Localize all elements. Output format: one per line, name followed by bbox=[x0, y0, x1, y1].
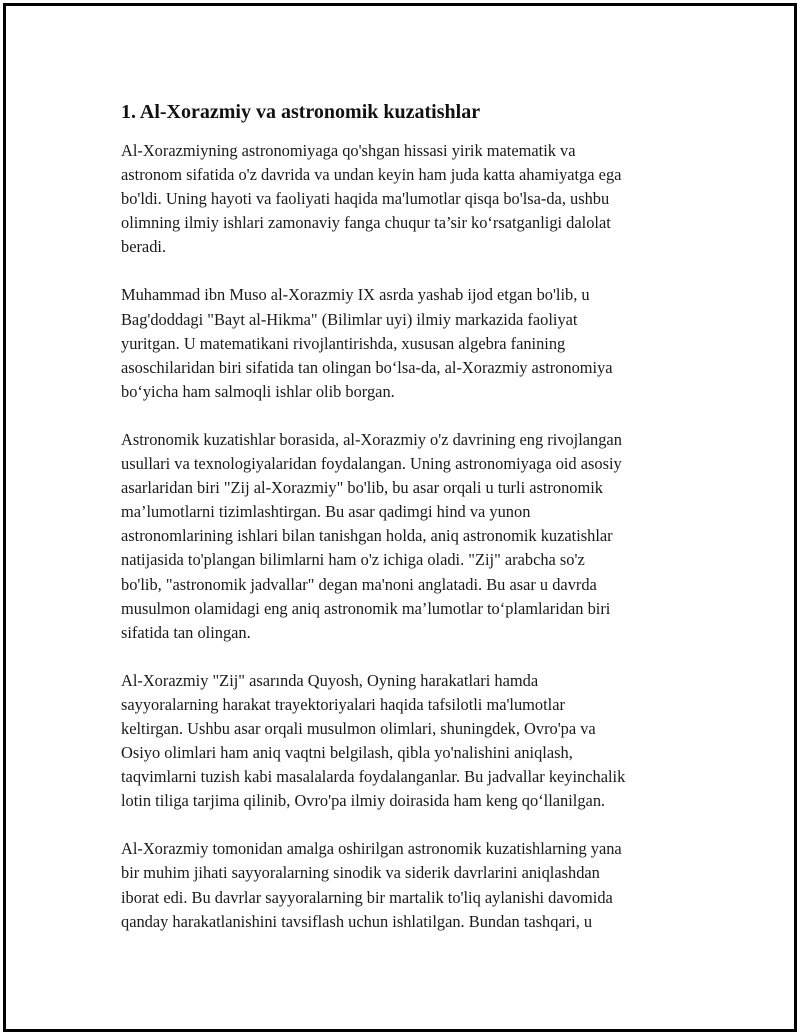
paragraph-line: olimning ilmiy ishlari zamonaviy fanga chuqur ta’sir ko‘rsatganligi dalolat bbox=[121, 213, 611, 233]
paragraph-line: Astronomik kuzatishlar borasida, al-Xorazmiy o'z davrining eng rivojlangan bbox=[121, 429, 622, 449]
paragraph bbox=[121, 283, 691, 403]
paragraph-line: taqvimlarni tuzish kabi masalalarda foydalanganlar. Bu jadvallar keyinchalik bbox=[121, 767, 626, 787]
paragraph-line: astronomlarining ishlari bilan tanishgan holda, aniq astronomik kuzatishlar bbox=[121, 526, 613, 546]
paragraph-line: ma’lumotlarni tizimlashtirgan. Bu asar qadimgi hind va yunon bbox=[121, 502, 531, 522]
paragraph-line: asarlaridan biri "Zij al-Xorazmiy" bo'lib, bu asar orqali u turli astronomik bbox=[121, 478, 603, 498]
document-body bbox=[121, 99, 691, 958]
paragraph-line: keltirgan. Ushbu asar orqali musulmon olimlari, shuningdek, Ovro'pa va bbox=[121, 718, 596, 738]
paragraph-line: astronom sifatida o'z davrida va undan keyin ham juda katta ahamiyatga ega bbox=[121, 165, 622, 185]
paragraph-list bbox=[121, 139, 691, 934]
paragraph-line: sifatida tan olingan. bbox=[121, 622, 251, 642]
paragraph-line: musulmon olamidagi eng aniq astronomik ma’lumotlar to‘plamlaridan biri bbox=[121, 598, 611, 618]
paragraph-line: natijasida to'plangan bilimlarni ham o'z ichiga oladi. "Zij" arabcha so'z bbox=[121, 550, 585, 570]
paragraph-line: usullari va texnologiyalaridan foydalangan. Uning astronomiyaga oid asosiy bbox=[121, 454, 622, 474]
paragraph-line: yuritgan. U matematikani rivojlantirishda, xususan algebra fanining bbox=[121, 333, 566, 353]
paragraph bbox=[121, 428, 691, 645]
paragraph bbox=[121, 139, 691, 259]
section-heading: 1. Al-Xorazmiy va astronomik kuzatishlar bbox=[121, 101, 481, 123]
paragraph-line: Al-Xorazmiy tomonidan amalga oshirilgan astronomik kuzatishlarning yana bbox=[121, 839, 622, 859]
page-frame bbox=[3, 3, 797, 1032]
paragraph-line: bo'ldi. Uning hayoti va faoliyati haqida ma'lumotlar qisqa bo'lsa-da, ushbu bbox=[121, 189, 610, 209]
paragraph-line: asoschilaridan biri sifatida tan olingan bo‘lsa-da, al-Xorazmiy astronomiya bbox=[121, 357, 613, 377]
paragraph-line: bo'lib, "astronomik jadvallar" degan ma'noni anglatadi. Bu asar u davrda bbox=[121, 574, 597, 594]
paragraph-line: beradi. bbox=[121, 237, 167, 257]
paragraph-line: Bag'doddagi "Bayt al-Hikma" (Bilimlar uyi) ilmiy markazida faoliyat bbox=[121, 309, 578, 329]
paragraph-line: Osiyo olimlari ham aniq vaqtni belgilash, qibla yo'nalishini aniqlash, bbox=[121, 743, 573, 763]
paragraph-line: sayyoralarning harakat trayektoriyalari haqida tafsilotli ma'lumotlar bbox=[121, 694, 565, 714]
paragraph bbox=[121, 669, 691, 814]
paragraph-line: Muhammad ibn Muso al-Xorazmiy IX asrda yashab ijod etgan bo'lib, u bbox=[121, 285, 590, 305]
paragraph-line: lotin tiliga tarjima qilinib, Ovro'pa ilmiy doirasida ham keng qo‘llanilgan. bbox=[121, 791, 606, 811]
paragraph-line: bir muhim jihati sayyoralarning sinodik va siderik davrlarini aniqlashdan bbox=[121, 863, 600, 883]
paragraph-line: Al-Xorazmiyning astronomiyaga qo'shgan hissasi yirik matematik va bbox=[121, 141, 576, 160]
paragraph-line: Al-Xorazmiy "Zij" asarında Quyosh, Oyning harakatlari hamda bbox=[121, 670, 539, 690]
paragraph bbox=[121, 837, 691, 933]
paragraph-line: iborat edi. Bu davrlar sayyoralarning bir martalik to'liq aylanishi davomida bbox=[121, 887, 613, 907]
paragraph-line: bo‘yicha ham salmoqli ishlar olib borgan. bbox=[121, 381, 395, 401]
paragraph-line: qanday harakatlanishini tavsiflash uchun ishlatilgan. Bundan tashqari, u bbox=[121, 911, 593, 931]
